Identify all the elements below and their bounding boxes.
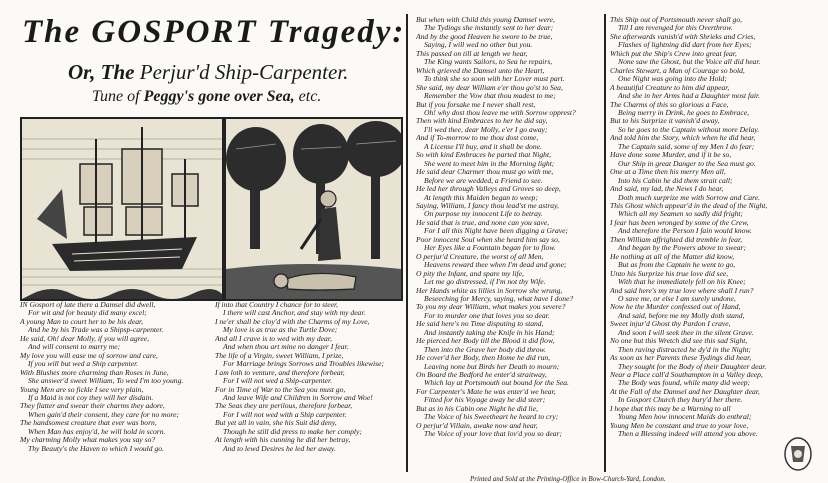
- verse-line: O perjur'd Creature, the worst of all Men,: [416, 251, 544, 261]
- verse-line: No one but this Wretch did see this sad Sight,: [610, 336, 748, 346]
- verse-line: To you my dear William, what makes you severe?: [416, 302, 566, 312]
- verse-line: Let me go distressed, if I'm not thy Wife.: [424, 277, 546, 287]
- verse-line: Near a Place call'd Southampton in a Valley deep,: [610, 370, 763, 380]
- verse-line: I fear has been wronged by some of the Crew,: [610, 217, 749, 227]
- verse-line: At length this Maiden began to weep;: [424, 192, 538, 202]
- verse-line: The Captain said, some of my Men I do fear;: [618, 141, 755, 151]
- verse-line: Which all my Seamen so sadly did fright;: [618, 209, 744, 219]
- verse-line: This passed on till at length we hear,: [416, 48, 528, 58]
- verse-line: He cover'd her Body, then Home he did run,: [416, 353, 551, 363]
- verse-line: Then raving distracted he dy'd in the Night;: [618, 344, 752, 354]
- verse-line: And began by the Powers above to swear;: [618, 243, 747, 253]
- verse-line: O pity the Infant, and spare my life,: [416, 268, 524, 278]
- printer-imprint: Printed and Sold at the Printing-Office in Bow-Church-Yard, London.: [470, 475, 666, 483]
- verse-column-1: [20, 301, 202, 471]
- verse-line: Fitted for his Voyage away he did steer;: [424, 395, 546, 405]
- verse-line: Which grieved the Damsel unto the Heart,: [416, 65, 545, 75]
- column-rule-right: [604, 14, 606, 472]
- verse-line: And instantly taking the Knife in his Hand;: [424, 327, 555, 337]
- verse-line: Then a Blessing indeed will attend you above.: [618, 429, 758, 439]
- subtitle-or: Or, The: [68, 60, 135, 84]
- verse-line: In Gosport Church they bury'd her there.: [618, 395, 743, 405]
- verse-line: If you will but wed a Ship carpenter.: [28, 359, 139, 369]
- verse-line: Saying, William, I fancy thou lead'st me astray,: [416, 200, 559, 210]
- verse-line: And he by his Trade was a Shipsp-carpenter.: [28, 325, 164, 335]
- verse-line: And all I crave is to wed with my dear,: [215, 333, 332, 343]
- verse-line: He pierced her Body till the Blood it did flow,: [416, 336, 555, 346]
- verse-line: O save me, or else I am surely undone,: [618, 293, 736, 303]
- verse-line: This Ghost which appear'd in the dead of the Night,: [610, 200, 768, 210]
- verse-line: But as in his Cabin one Night he did lie,: [416, 403, 538, 413]
- ballad-title: The GOSPORT Tragedy:: [22, 14, 406, 50]
- verse-line: Sweet injur'd Ghost thy Pardon I crave,: [610, 319, 731, 329]
- verse-line: On purpose my innocent Life to betray.: [424, 209, 543, 219]
- verse-line: For I will not wed a Ship-carpenter.: [223, 376, 333, 386]
- verse-line: Which put the Ship's Crew into great fear,: [610, 48, 737, 58]
- verse-line: Young Men how innocent Maids do enthral;: [618, 412, 752, 422]
- verse-line: For Marriage brings Sorrows and Troubles likewise;: [223, 359, 385, 369]
- tune-prefix: Tune of: [92, 88, 140, 105]
- verse-line: She answer'd sweet William, To wed I'm too young.: [28, 376, 184, 386]
- column-rule-left: [406, 14, 408, 472]
- verse-line: Heavens reward thee when I'm dead and gone;: [424, 260, 567, 270]
- verse-line: Then with kind Embraces to her he did say,: [416, 116, 548, 126]
- tune-name: Peggy's gone over Sea,: [143, 88, 295, 105]
- verse-line: As soon as her Parents these Tydings did hear,: [610, 353, 752, 363]
- verse-line: Flashes of lightning did dart from her Eyes;: [618, 40, 752, 50]
- verse-line: And soon I will seek thee in the silent Grave.: [618, 327, 754, 337]
- verse-line: The King wants Sailors, to Sea he repairs,: [424, 57, 553, 67]
- verse-line: They flatter and swear their charms they adore,: [20, 401, 165, 411]
- verse-line: For in Time of War to the Sea you must go,: [215, 384, 346, 394]
- verse-line: He said that is true, and none can you save,: [416, 217, 550, 227]
- verse-line: So he goes to the Captain without more Delay.: [618, 124, 760, 134]
- verse-line: He said dear Charmer thou must go with me,: [416, 167, 554, 177]
- verse-line: A beautiful Creature to him did appear,: [610, 82, 730, 92]
- verse-line: This Ship out of Portsmouth never shall go,: [610, 16, 743, 24]
- verse-line: O perjur'd Villain, awake now and hear,: [416, 420, 538, 430]
- verse-line: Into his Cabin he did them strait call;: [618, 175, 733, 185]
- verse-line: And when thou art mine no danger I fear.: [223, 342, 349, 352]
- verse-line: Till I am revenged for this Overthrow.: [618, 23, 733, 33]
- verse-line: And said, before me my Molly doth stand,: [618, 310, 745, 320]
- murder-scene-illustration: [226, 119, 401, 299]
- verse-line: But as from the Captain he went to go,: [618, 260, 736, 270]
- verse-line: Leaving none but Birds her Death to mourn;: [424, 361, 560, 371]
- verse-line: I hope that this may be a Warning to all: [610, 403, 731, 413]
- verse-line: For I all this Night have been digging a Grave;: [424, 226, 569, 236]
- verse-line: And will consent to marry me;: [28, 342, 121, 352]
- verse-line: Before we are wedded, a Friend to see.: [424, 175, 543, 185]
- verse-line: My charming Molly what makes you say so?: [20, 435, 156, 445]
- verse-line: At the Fall of the Damsel and her Daughter dear,: [610, 386, 760, 396]
- verse-line: But if you forsake me I never shall rest,: [416, 99, 536, 109]
- verse-line: He said, Oh! dear Molly, if you will agree,: [20, 333, 150, 343]
- verse-line: And to lewd Desires he led her away.: [223, 443, 336, 453]
- tune-line: [92, 88, 321, 106]
- verse-line: The Voice of his Sweetheart he heard to cry;: [424, 412, 559, 422]
- verse-line: At length with his cunning he did her betray,: [215, 435, 351, 445]
- verse-line: And said, my lad, the News I do hear,: [610, 184, 724, 194]
- verse-line: Her Hands white as lillies in Sorrow she wrung,: [416, 285, 563, 295]
- verse-line: One at a Time then his merry Men all,: [610, 167, 726, 177]
- verse-line: Saying, I will wed no other but you.: [424, 40, 533, 50]
- verse-line: Our Ship in great Danger to the Sea must go.: [618, 158, 756, 168]
- verse-line: None saw the Ghost, but the Voice all did hear.: [618, 57, 761, 67]
- verse-line: I there will cast Anchor, and stay with my dear.: [223, 308, 366, 318]
- verse-line: But to his Surprize it vanish'd away,: [610, 116, 720, 126]
- verse-line: IN Gosport of late there a Damsel did dwell,: [20, 301, 156, 309]
- verse-line: He said here's no Time disputing to stand,: [416, 319, 544, 329]
- verse-line: The life of a Virgin, sweet William, I prize,: [215, 350, 344, 360]
- verse-line: For Carpenter's Mate he was enter'd we hear,: [416, 386, 556, 396]
- verse-line: Which lay at Portsmouth out bound for the Sea.: [424, 378, 569, 388]
- murder-scene-woodcut: [224, 117, 403, 301]
- verse-line: Charles Stewart, a Man of Courage so bold,: [610, 65, 745, 75]
- subtitle-rest: Perjur'd Ship-Carpenter.: [139, 60, 349, 84]
- verse-line: They sought for the Body of their Daughter dear.: [618, 361, 767, 371]
- verse-line: Remember the Vow that thou madest to me;: [424, 91, 556, 101]
- verse-line: I'll wed thee, dear Molly, e'er I go away;: [424, 124, 548, 134]
- ship-illustration: [22, 119, 222, 299]
- verse-line: Her Eyes like a Fountain began for to flow.: [424, 243, 556, 253]
- verse-line: And said here's my true love where shall I run?: [610, 285, 754, 295]
- verse-line: One Night was going into the Hold;: [618, 74, 727, 84]
- verse-line: A young Man to court her to be his dear,: [20, 316, 144, 326]
- verse-line: For I will not wed with a Ship carpenter.: [223, 409, 347, 419]
- verse-line: On Board the Bedford he enter'd straitway,: [416, 370, 547, 380]
- verse-column-3: [416, 16, 599, 470]
- verse-line: Have done some Murder, and if it be so,: [610, 150, 732, 160]
- verse-line: If a Maid is not coy they will her disdain.: [28, 392, 154, 402]
- ballad-subtitle: [68, 60, 348, 85]
- tune-suffix: etc.: [298, 88, 322, 105]
- verse-line: But yet all in vain, she his Suit did deny,: [215, 418, 337, 428]
- verse-line: And by the good Heaven he swore to be true,: [416, 31, 553, 41]
- verse-line: A License I'll buy, and it shall be done.: [424, 141, 542, 151]
- verse-line: He led her through Valleys and Groves so deep,: [416, 184, 561, 194]
- verse-line: Young Men be constant and true to your love,: [610, 420, 749, 430]
- verse-line: She said, my dear William e'er thou go'st to Sea,: [416, 82, 563, 92]
- verse-line: My love you will ease me of sorrow and care,: [20, 350, 158, 360]
- verse-line: If into that Country I chance for to steer,: [215, 301, 338, 309]
- verse-line: He nothing at all of the Matter did know,: [610, 251, 735, 261]
- verse-line: And she in her Arms had a Daughter most fair.: [618, 91, 761, 101]
- verse-line: Being merry in Drink, he goes to Embrace,: [618, 107, 749, 117]
- verse-line: For to murder one that loves you so dear.: [424, 310, 550, 320]
- verse-line: She afterwards vanish'd with Shrieks and Cries,: [610, 31, 756, 41]
- verse-line: Poor innocent Soul when she heard him say so,: [416, 234, 560, 244]
- verse-line: Young Men are so fickle I see very plain,: [20, 384, 144, 394]
- verse-line: Now he the Murder confessed out of Hand,: [610, 302, 741, 312]
- verse-line: She went to meet him in the Morning light;: [424, 158, 555, 168]
- verse-line: Oh! why dost thou leave me with Sorrow opprest?: [424, 107, 576, 117]
- library-seal-icon: [783, 436, 813, 472]
- verse-line: The Voice of your love that lov'd you so dear;: [424, 429, 563, 439]
- verse-line: I ne'er shall be cloy'd with the Charms of my Love,: [215, 316, 370, 326]
- verse-line: Then into the Grave her body did throw.: [424, 344, 546, 354]
- verse-line: When gain'd their consent, they care for no more;: [28, 409, 180, 419]
- verse-line: To think she so soon with her Lover must part.: [424, 74, 565, 84]
- verse-line: And therefore the Person I fain would know.: [618, 226, 752, 236]
- verse-line: The handsomest creature that ever was born,: [20, 418, 157, 428]
- verse-line: Unto his Surprize his true love did see,: [610, 268, 729, 278]
- verse-line: The Tydings she instantly sent to her dear;: [424, 23, 554, 33]
- verse-line: When Man has enjoy'd, he will hold in scorn.: [28, 426, 166, 436]
- verse-line: Then William affrighted did tremble in fear,: [610, 234, 742, 244]
- verse-line: I am loth to venture, and therefore forbear,: [215, 367, 345, 377]
- ship-woodcut: [20, 117, 224, 301]
- verse-line: With that he immediately fell on his Knee;: [618, 277, 746, 287]
- verse-line: The Seas they are perilous, therefore forbear,: [215, 401, 353, 411]
- verse-line: Though he still did press to make her comply;: [223, 426, 362, 436]
- verse-line: Thy Beauty's the Haven to which I would go.: [28, 443, 164, 453]
- verse-line: My love is as true as the Turtle Dove;: [223, 325, 338, 335]
- verse-line: So with kind Embraces he parted that Night,: [416, 150, 551, 160]
- verse-column-4: [610, 16, 815, 470]
- verse-line: The Charms of this so glorious a Face,: [610, 99, 729, 109]
- verse-line: And if To-morrow to me thou dost come,: [416, 133, 539, 143]
- verse-line: Doth much surprize me with Sorrow and Care.: [618, 192, 761, 202]
- verse-line: The Body was found, while many did weep;: [618, 378, 751, 388]
- verse-line: With Blushes more charming than Roses in June,: [20, 367, 169, 377]
- verse-line: But when with Child this young Damsel were,: [416, 16, 555, 24]
- verse-column-2: [215, 301, 399, 471]
- verse-line: And leave Wife and Children in Sorrow and Woe!: [223, 392, 373, 402]
- verse-line: And told him the Story, which when he did hear,: [610, 133, 756, 143]
- verse-line: Beseeching for Mercy, saying, what have I done?: [424, 293, 574, 303]
- verse-line: For wit and for beauty did many excel;: [28, 308, 147, 318]
